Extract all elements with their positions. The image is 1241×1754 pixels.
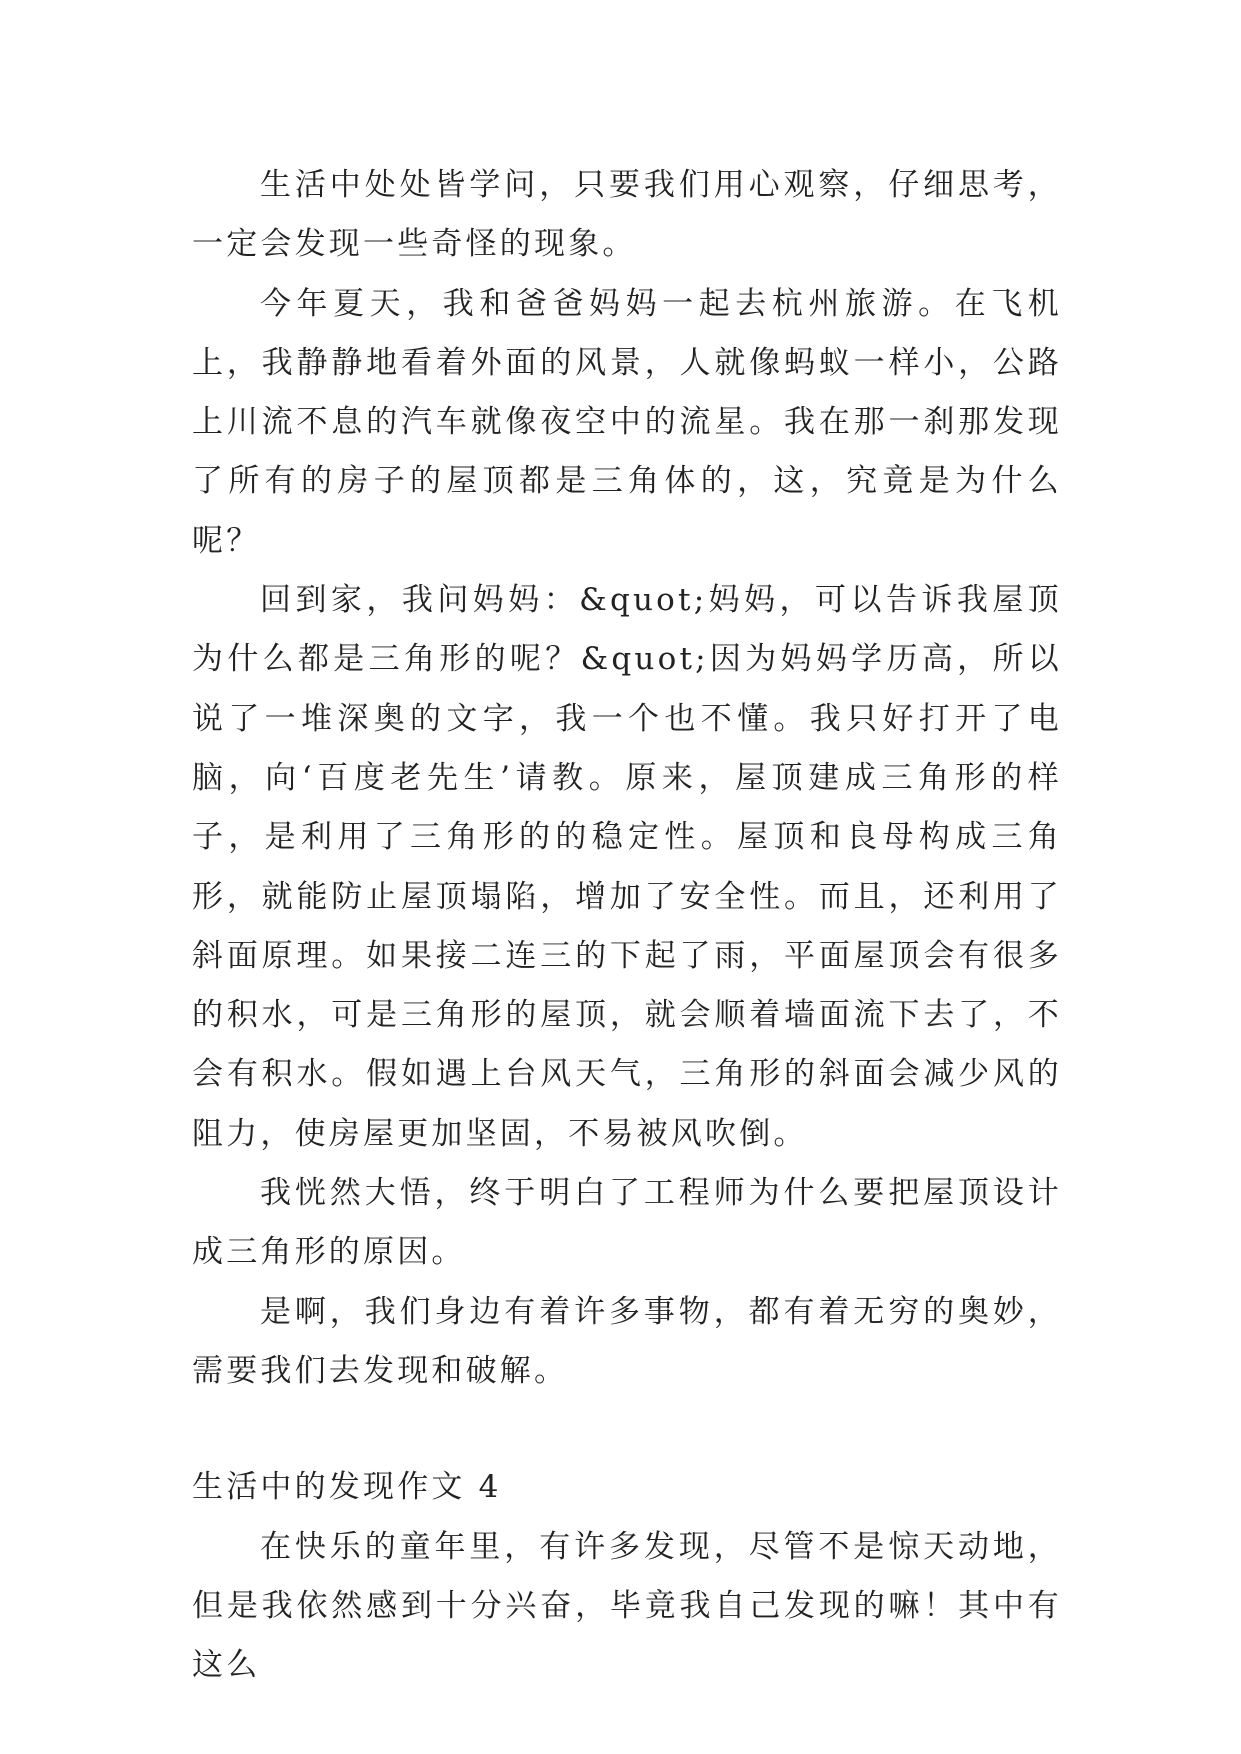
paragraph: 生活中处处皆学问，只要我们用心观察，仔细思考，一定会发现一些奇怪的现象。 [192,167,1062,263]
document-body [192,156,1062,1695]
section-heading: 生活中的发现作文 4 [192,1469,502,1506]
paragraph: 回到家，我问妈妈：&quot;妈妈，可以告诉我屋顶为什么都是三角形的呢？&quot;因为妈妈学历高，所以说了一堆深奥的文字，我一个也不懂。我只好打开了电脑，向‘百度老先生’请教。原来，屋顶建成三角形的样子，是利用了三角形的的稳定性。屋顶和良母构成三角形，就能防止屋顶塌陷，增加了安全性。而且，还利用了斜面原理。如果接二连三的下起了雨，平面屋顶会有很多的积水，可是三角形的屋顶，就会顺着墙面流下去了，不会有积水。假如遇上台风天气，三角形的斜面会减少风的阻力，使房屋更加坚固，不易被风吹倒。 [192,582,1062,1152]
paragraph: 我恍然大悟，终于明白了工程师为什么要把屋顶设计成三角形的原因。 [192,1175,1062,1271]
paragraph: 在快乐的童年里，有许多发现，尽管不是惊天动地，但是我依然感到十分兴奋，毕竟我自己发现的嘛！其中有这么 [192,1528,1062,1684]
paragraph: 今年夏天，我和爸爸妈妈一起去杭州旅游。在飞机上，我静静地看着外面的风景，人就像蚂蚁一样小，公路上川流不息的汽车就像夜空中的流星。我在那一刹那发现了所有的房子的屋顶都是三角体的，这，究竟是为什么呢？ [192,285,1062,559]
paragraph: 是啊，我们身边有着许多事物，都有着无穷的奥妙，需要我们去发现和破解。 [192,1293,1062,1389]
